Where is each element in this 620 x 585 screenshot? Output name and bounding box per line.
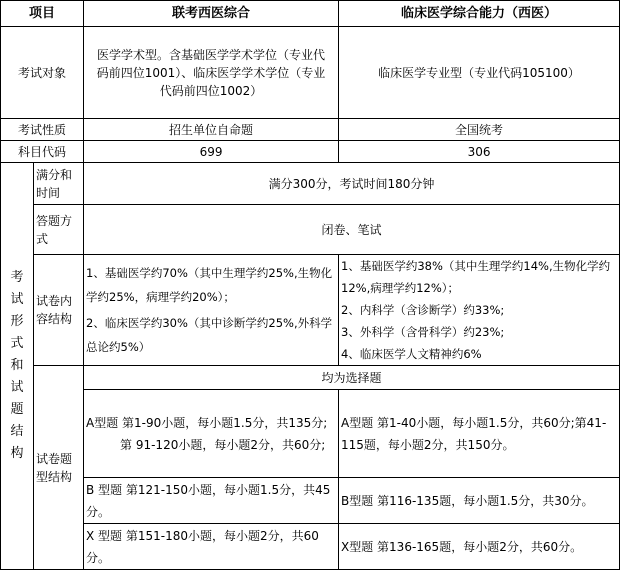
header-col1: 联考西医综合 [84, 1, 339, 27]
row-content [1, 255, 620, 366]
header-item: 项目 [1, 1, 84, 27]
content-col2-item-1: 1、基础医学约38%（其中生理学约14%,生物化学约12%,病理学约12%）； [341, 259, 611, 295]
type-x-col2: X型题 第136-165题，每小题2分，共60分。 [339, 524, 620, 570]
header-row [1, 1, 620, 27]
content-col2 [339, 255, 620, 366]
label-content: 试卷内容结构 [34, 255, 84, 366]
content-col2-item-2: 2、内科学（含诊断学）约33%; [341, 303, 505, 317]
label-target: 考试对象 [1, 27, 84, 119]
target-col2: 临床医学专业型（专业代码105100） [339, 27, 620, 119]
row-target [1, 27, 620, 119]
content-col2-item-3: 3、外科学（含骨科学）约23%; [341, 325, 505, 339]
row-answer-mode [1, 205, 620, 255]
type-x-col1: X 型题 第151-180小题，每小题2分，共60分。 [84, 524, 339, 570]
group-label-format: 考试形式和试题结构 [1, 163, 34, 570]
content-col1-item-2: 2、临床医学约30%（其中诊断学约25%,外科学总论约5%） [86, 316, 333, 354]
type-a-col1-line2: 第 91-120小题，每小题2分，共60分; [120, 437, 326, 452]
content-col1-item-1: 1、基础医学约70%（其中生理学约25%,生物化学约25%，病理学约20%）； [86, 266, 333, 304]
target-col1: 医学学术型。含基础医学学术学位（专业代码前四位1001）、临床医学学术学位（专业代码前四位1002） [84, 27, 339, 119]
label-question-types: 试卷题型结构 [34, 366, 84, 570]
row-nature [1, 119, 620, 141]
type-b-col1: B 型题 第121-150小题，每小题1.5分，共45分。 [84, 478, 339, 524]
content-col2-item-4: 4、临床医学人文精神约6% [341, 347, 482, 361]
common-type-value: 均为选择题 [84, 366, 620, 390]
label-code: 科目代码 [1, 141, 84, 163]
label-nature: 考试性质 [1, 119, 84, 141]
header-col2: 临床医学综合能力（西医） [339, 1, 620, 27]
type-b-col2: B型题 第116-135题，每小题1.5分，共30分。 [339, 478, 620, 524]
type-a-col1-line1: A型题 第1-90小题，每小题1.5分，共135分; [86, 415, 328, 430]
label-score-time: 满分和时间 [34, 163, 84, 205]
type-a-col1 [84, 390, 339, 478]
row-common-type [1, 366, 620, 390]
code-col1: 699 [84, 141, 339, 163]
nature-col1: 招生单位自命题 [84, 119, 339, 141]
row-code [1, 141, 620, 163]
content-col1 [84, 255, 339, 366]
row-score-time [1, 163, 620, 205]
row-type-b [1, 478, 620, 524]
score-time-value: 满分300分，考试时间180分钟 [84, 163, 620, 205]
answer-mode-value: 闭卷、笔试 [84, 205, 620, 255]
row-type-x [1, 524, 620, 570]
row-type-a [1, 390, 620, 478]
label-answer-mode: 答题方式 [34, 205, 84, 255]
code-col2: 306 [339, 141, 620, 163]
nature-col2: 全国统考 [339, 119, 620, 141]
type-a-col2: A型题 第1-40小题，每小题1.5分，共60分;第41-115题，每小题2分，共150分。 [339, 390, 620, 478]
